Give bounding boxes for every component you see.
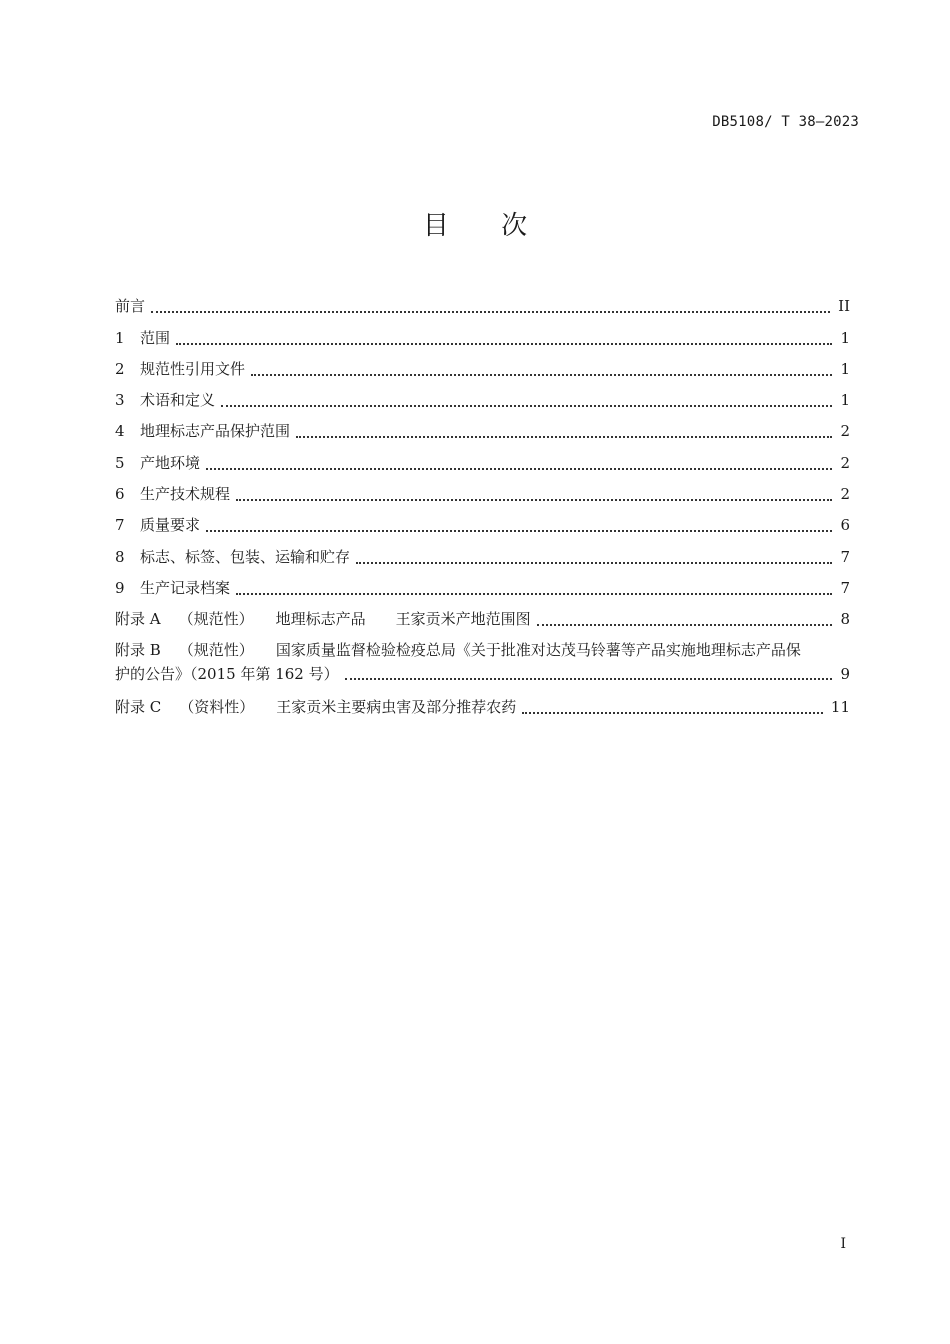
toc-entry-4[interactable]	[115, 411, 850, 442]
leader-dots	[176, 343, 832, 345]
leader-dots	[356, 562, 832, 564]
toc-entry-appendix-b[interactable]	[115, 630, 850, 686]
toc-page: 1	[840, 391, 850, 410]
leader-dots	[206, 468, 832, 470]
table-of-contents	[115, 286, 850, 718]
appendix-title-line2: 护的公告》（2015 年第 162 号）	[115, 665, 339, 684]
toc-entry-7[interactable]	[115, 505, 850, 536]
toc-entry-foreword[interactable]	[115, 286, 850, 317]
leader-dots	[221, 405, 832, 407]
leader-dots	[236, 593, 832, 595]
toc-number: 9	[115, 578, 125, 597]
appendix-title-line1: 国家质量监督检验检疫总局《关于批准对达茂马铃薯等产品实施地理标志产品保	[275, 641, 801, 660]
toc-number: 2	[115, 359, 125, 378]
toc-label: 质量要求	[140, 516, 201, 535]
toc-label: 生产技术规程	[140, 485, 231, 504]
appendix-label: 附录 A	[115, 610, 161, 629]
leader-dots	[206, 530, 832, 532]
leader-dots	[537, 624, 832, 626]
toc-number: 5	[115, 453, 125, 472]
appendix-label: 附录 C	[115, 697, 162, 716]
toc-entry-5[interactable]	[115, 442, 850, 473]
toc-entry-appendix-c[interactable]	[115, 686, 850, 717]
toc-page: 2	[840, 453, 850, 472]
toc-page: 7	[840, 578, 850, 597]
toc-label: 术语和定义	[140, 391, 216, 410]
toc-entry-8[interactable]	[115, 536, 850, 567]
document-id: DB5108/ T 38—2023	[712, 114, 859, 130]
toc-page: 9	[840, 665, 850, 684]
appendix-label: 附录 B	[115, 641, 161, 660]
appendix-kind: （规范性）	[178, 641, 254, 660]
leader-dots	[522, 712, 823, 714]
toc-entry-3[interactable]	[115, 380, 850, 411]
leader-dots	[251, 374, 832, 376]
appendix-title: 王家贡米主要病虫害及部分推荐农药	[276, 697, 517, 716]
toc-label: 范围	[140, 328, 171, 347]
leader-dots	[296, 436, 832, 438]
toc-page: 6	[840, 516, 850, 535]
toc-entry-1[interactable]	[115, 317, 850, 348]
toc-entry-appendix-a[interactable]	[115, 599, 850, 630]
leader-dots	[236, 499, 832, 501]
toc-number: 3	[115, 391, 125, 410]
toc-page: 7	[840, 547, 850, 566]
page-title: 目 次	[422, 211, 550, 241]
toc-page: 8	[840, 610, 850, 629]
toc-label: 产地环境	[140, 453, 201, 472]
toc-number: 7	[115, 516, 125, 535]
leader-dots	[345, 678, 833, 680]
toc-page: 1	[840, 359, 850, 378]
toc-label: 地理标志产品保护范围	[140, 422, 291, 441]
toc-page: 1	[840, 328, 850, 347]
page-number: I	[840, 1236, 846, 1252]
appendix-title: 地理标志产品 王家贡米产地范围图	[275, 610, 531, 629]
toc-label: 规范性引用文件	[140, 359, 246, 378]
appendix-kind: （资料性）	[179, 697, 255, 716]
toc-label: 标志、标签、包装、运输和贮存	[140, 547, 351, 566]
toc-number: 8	[115, 547, 125, 566]
toc-page: 2	[840, 422, 850, 441]
toc-entry-9[interactable]	[115, 568, 850, 599]
toc-label: 生产记录档案	[140, 578, 231, 597]
toc-page: II	[838, 297, 850, 316]
toc-number: 4	[115, 422, 125, 441]
toc-entry-2[interactable]	[115, 349, 850, 380]
toc-entry-6[interactable]	[115, 474, 850, 505]
appendix-kind: （规范性）	[178, 610, 254, 629]
toc-number: 1	[115, 328, 125, 347]
toc-number: 6	[115, 485, 125, 504]
toc-label: 前言	[115, 297, 146, 316]
toc-page: 11	[830, 697, 850, 716]
leader-dots	[151, 311, 830, 313]
toc-page: 2	[840, 485, 850, 504]
